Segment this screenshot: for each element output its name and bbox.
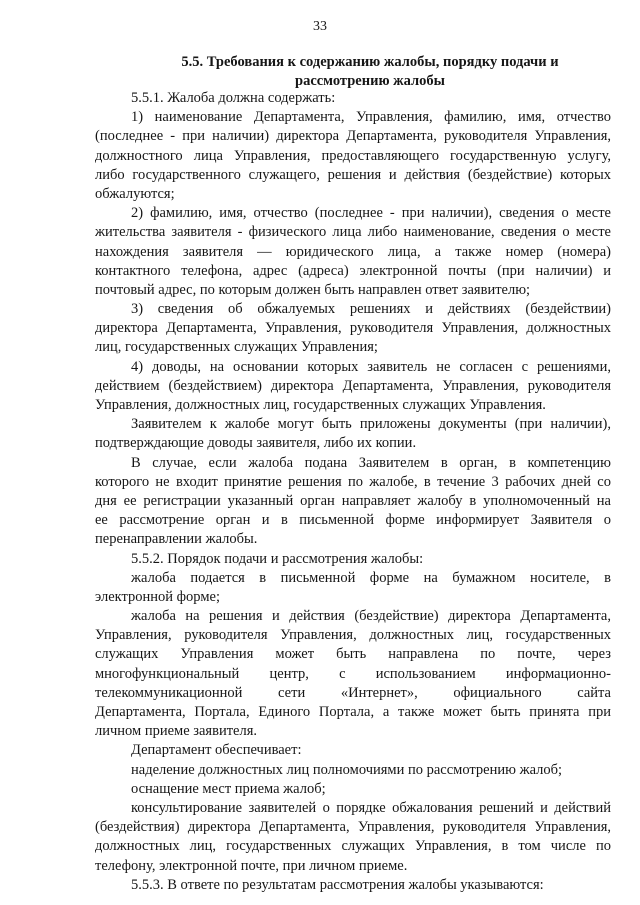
paragraph-line: почтовый адрес, по которым должен быть направлен ответ заявителю;	[95, 281, 531, 298]
paragraph-submission-channels	[95, 607, 611, 741]
paragraph-line: перенаправлении жалобы.	[95, 531, 258, 548]
paragraph-line: (бездействия) директора Департамента, Управления, руководителя Управления,	[95, 819, 611, 836]
paragraph-line: 5.5.1. Жалоба должна содержать:	[131, 90, 336, 106]
paragraph-line: действием (бездействием) директора Департамента, Управления, руководителя	[95, 377, 611, 394]
heading-line: рассмотрению жалобы	[295, 73, 445, 90]
paragraph-line: многофункциональный центр, с использованием информационно-	[95, 665, 611, 682]
paragraph-line: дня ее регистрации указанный орган направляет жалобу в уполномоченный на	[95, 492, 611, 509]
paragraph-line: телефону, электронной почте, при личном приеме.	[95, 857, 408, 874]
section-heading	[150, 53, 590, 91]
paragraph-line: 3) сведения об обжалуемых решениях и действиях (бездействии)	[131, 301, 611, 318]
paragraph-item-3	[95, 300, 611, 358]
paragraph-line: личном приеме заявителя.	[95, 723, 258, 740]
paragraph-reception-places	[95, 780, 611, 799]
paragraph-line: 1) наименование Департамента, Управления, фамилию, имя, отчество	[131, 109, 611, 126]
paragraph-line: которого не входит принятие решения по жалобе, в течение 3 рабочих дней со	[95, 473, 611, 490]
paragraph-line: наделение должностных лиц полномочиями по рассмотрению жалоб;	[131, 761, 563, 778]
paragraph-line: служащих Управления может быть направлена по почте, через	[95, 646, 611, 663]
paragraph-item-2	[95, 204, 611, 300]
paragraph-line: 2) фамилию, имя, отчество (последнее - при наличии), сведения о месте	[131, 205, 611, 222]
paragraph-line: должностного лица Управления, предоставляющего государственную услугу,	[95, 147, 611, 164]
paragraph-item-4	[95, 358, 611, 416]
paragraph-line: жительства заявителя - физического лица либо наименование, сведения о месте	[95, 224, 611, 241]
paragraph-redirection	[95, 454, 611, 550]
paragraph-line: директора Департамента, Управления, руководителя Управления, должностных	[95, 320, 611, 337]
paragraph-line: 5.5.2. Порядок подачи и рассмотрения жалобы:	[131, 550, 424, 567]
paragraph-line: Управления, должностных лиц, государственных служащих Управления.	[95, 397, 546, 413]
paragraph-line: либо государственного служащего, решения и действия (бездействие) которых	[95, 166, 611, 183]
paragraph-line: подтверждающие доводы заявителя, либо их копии.	[95, 435, 417, 452]
paragraph-line: (последнее - при наличии) директора Департамента, руководителя Управления,	[95, 128, 611, 145]
paragraph-line: консультирование заявителей о порядке обжалования решений и действий	[131, 799, 611, 816]
paragraph-authority	[95, 761, 611, 780]
paragraph-consulting	[95, 799, 611, 876]
paragraph-item-1	[95, 108, 611, 204]
heading-line: 5.5. Требования к содержанию жалобы, порядку подачи и	[181, 54, 559, 70]
paragraph-5-5-3-intro	[95, 876, 611, 895]
paragraph-line: 5.5.3. В ответе по результатам рассмотрения жалобы указываются:	[131, 876, 544, 893]
paragraph-line: электронной форме;	[95, 588, 220, 605]
paragraph-line: контактного телефона, адрес (адреса) электронной почты (при наличии) и	[95, 262, 611, 279]
paragraph-line: Заявителем к жалобе могут быть приложены документы (при наличии),	[131, 416, 611, 433]
paragraph-written-form	[95, 569, 611, 607]
paragraph-line: 4) доводы, на основании которых заявитель не согласен с решениями,	[131, 358, 611, 375]
paragraph-line: Департамента, Портала, Единого Портала, а также может быть принята при	[95, 704, 611, 720]
paragraph-department-ensures	[95, 741, 611, 760]
paragraph-line: оснащение мест приема жалоб;	[131, 780, 326, 797]
paragraph-line: обжалуются;	[95, 185, 175, 202]
paragraph-line: Департамент обеспечивает:	[131, 742, 302, 759]
paragraph-line: нахождения заявителя — юридического лица, а также номер (номера)	[95, 243, 611, 260]
paragraph-line: В случае, если жалоба подана Заявителем в орган, в компетенцию	[131, 454, 611, 471]
paragraph-attachments	[95, 415, 611, 453]
paragraph-line: телекоммуникационной сети «Интернет», официального сайта	[95, 684, 611, 701]
paragraph-5-5-2-intro	[95, 550, 611, 569]
paragraph-line: лиц, государственных служащих Управления;	[95, 339, 378, 356]
page-number: 33	[313, 19, 327, 34]
paragraph-line: ее рассмотрение орган и в письменной форме информирует Заявителя о	[95, 512, 611, 529]
paragraph-line: Управления, руководителя Управления, должностных лиц, государственных	[95, 627, 611, 644]
paragraph-5-5-1-intro	[95, 89, 611, 108]
paragraph-line: должностных лиц, государственных служащих Управления, в том числе по	[95, 838, 611, 855]
paragraph-line: жалоба подается в письменной форме на бумажном носителе, в	[131, 569, 611, 586]
document-body	[95, 89, 611, 895]
paragraph-line: жалоба на решения и действия (бездействие) директора Департамента,	[131, 608, 611, 625]
